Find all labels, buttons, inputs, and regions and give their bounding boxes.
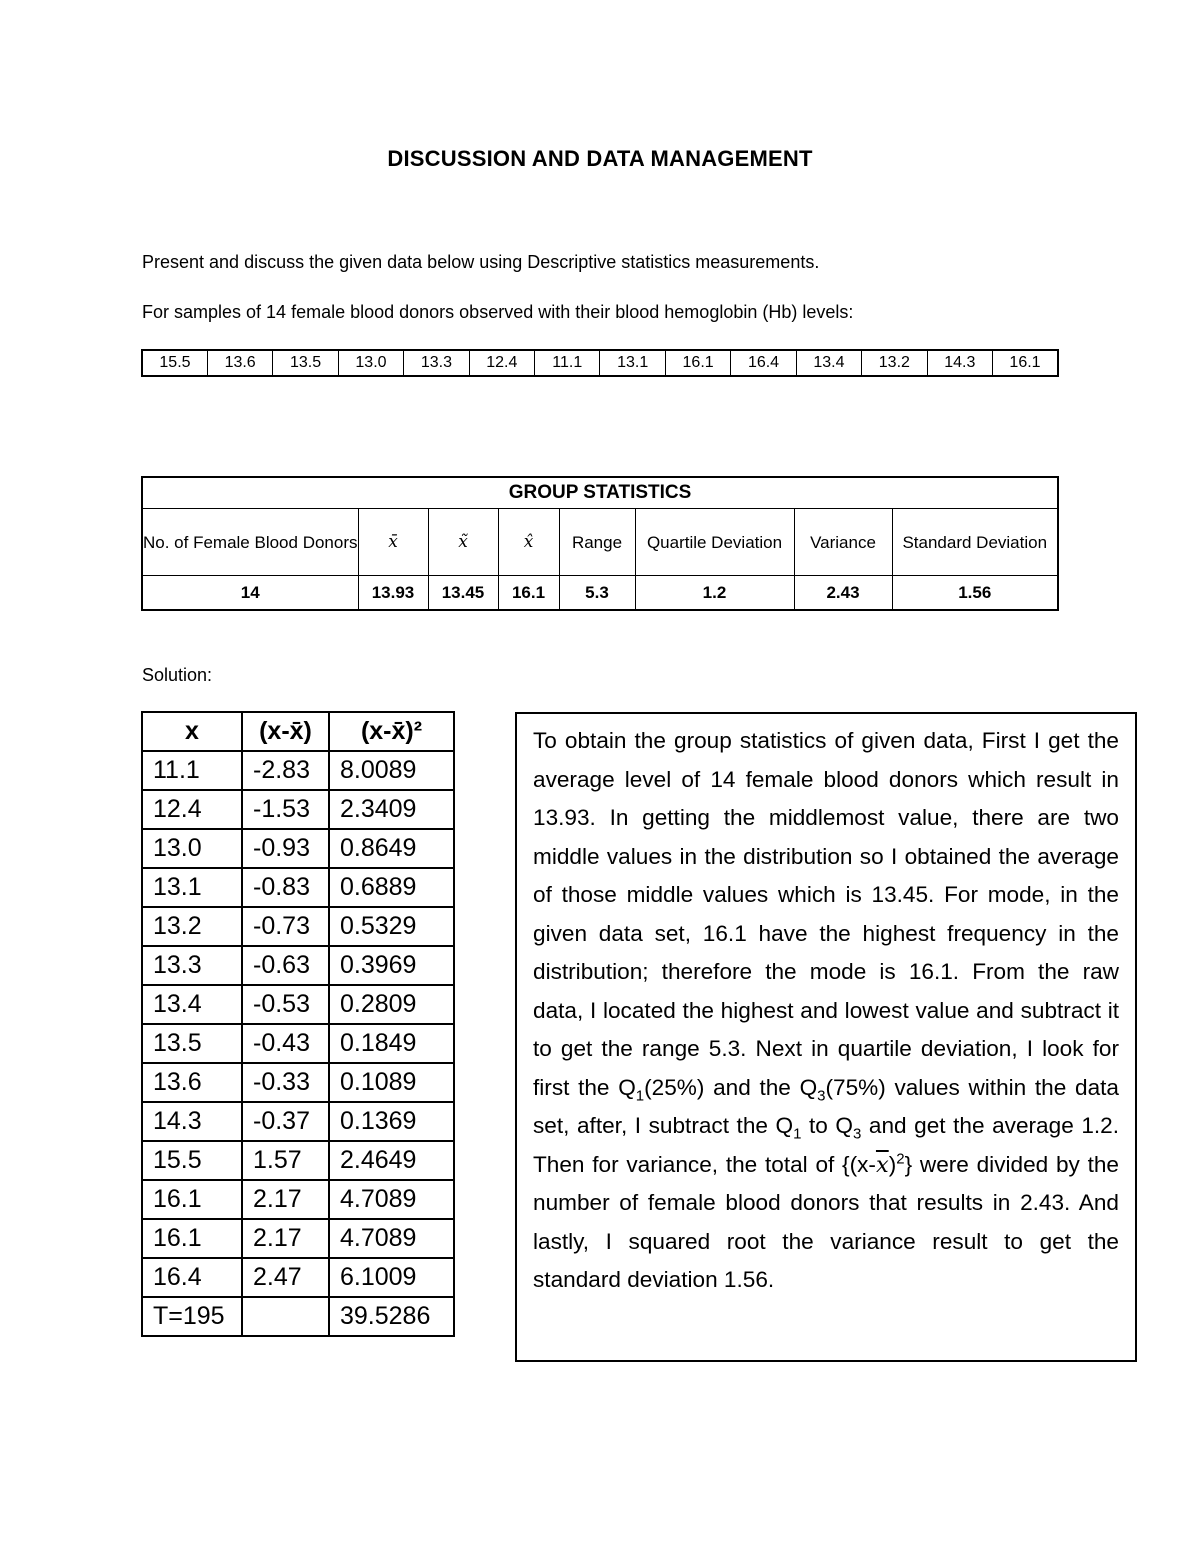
table-row bbox=[142, 1063, 454, 1102]
header-deviation: (x-x̄) bbox=[242, 712, 329, 751]
table-row bbox=[142, 1141, 454, 1180]
x-value-cell: 13.6 bbox=[142, 1063, 242, 1102]
squared-deviation-cell: 0.6889 bbox=[329, 868, 454, 907]
raw-data-cell: 13.6 bbox=[207, 350, 272, 376]
deviation-cell: -0.63 bbox=[242, 946, 329, 985]
x-value-cell: 15.5 bbox=[142, 1141, 242, 1180]
header-quartile-deviation: Quartile Deviation bbox=[635, 509, 794, 576]
explanation-text: } were divided by the number of female blood donors that results in 2.43. And lastly, I squared root the variance result to get the standard deviation 1.56. bbox=[533, 1151, 1119, 1292]
page-title: DISCUSSION AND DATA MANAGEMENT bbox=[387, 146, 813, 171]
value-quartile-deviation: 1.2 bbox=[635, 576, 794, 611]
squared-deviation-cell: 0.5329 bbox=[329, 907, 454, 946]
x-value-cell: 16.1 bbox=[142, 1219, 242, 1258]
q1-subscript: 1 bbox=[793, 1125, 802, 1143]
explanation-text: To obtain the group statistics of given data, First I get the average level of 14 female blood donors which result in 13.93. In getting the middlemost value, there are two middle values in the distribution so I obtained the average of those middle values which is 13.45. For mode, in the given data set, 16.1 have the highest frequency in the distribution; therefore the mode is 16.1. From the raw data, I located the highest and lowest value and subtract it to get the range 5.3. Next in quartile deviation, I look for first the Q bbox=[533, 728, 1119, 1100]
group-statistics-header-row bbox=[142, 509, 1058, 576]
solution-label: Solution: bbox=[142, 665, 213, 685]
deviation-cell: -0.93 bbox=[242, 829, 329, 868]
x-value-cell: T=195 bbox=[142, 1297, 242, 1336]
deviation-cell: -2.83 bbox=[242, 751, 329, 790]
group-statistics-table bbox=[141, 476, 1059, 611]
intro-text: Present and discuss the given data below using Descriptive statistics measurements. bbox=[142, 252, 820, 272]
table-row bbox=[142, 907, 454, 946]
raw-data-cell: 16.1 bbox=[665, 350, 730, 376]
value-mode: 16.1 bbox=[498, 576, 559, 611]
squared-deviation-cell: 6.1009 bbox=[329, 1258, 454, 1297]
x-value-cell: 16.1 bbox=[142, 1180, 242, 1219]
x-value-cell: 11.1 bbox=[142, 751, 242, 790]
x-value-cell: 13.3 bbox=[142, 946, 242, 985]
raw-data-cell: 11.1 bbox=[535, 350, 600, 376]
explanation-text: (75%) values within the data set, after, I subtract the Q bbox=[533, 1074, 1119, 1138]
raw-data-cell: 13.5 bbox=[273, 350, 338, 376]
header-range: Range bbox=[559, 509, 635, 576]
x-bar-symbol: $\overline{x}$ bbox=[875, 1151, 889, 1178]
value-range: 5.3 bbox=[559, 576, 635, 611]
header-x: x bbox=[142, 712, 242, 751]
table-row bbox=[142, 1180, 454, 1219]
x-value-cell: 14.3 bbox=[142, 1102, 242, 1141]
squared-deviation-cell: 0.1369 bbox=[329, 1102, 454, 1141]
value-variance: 2.43 bbox=[794, 576, 892, 611]
raw-data-cell: 13.1 bbox=[600, 350, 665, 376]
q1-subscript: 1 bbox=[635, 1087, 645, 1105]
squared-deviation-cell: 0.8649 bbox=[329, 829, 454, 868]
raw-data-table bbox=[141, 349, 1059, 377]
group-statistics-value-row bbox=[142, 576, 1058, 611]
squared-deviation-cell: 0.3969 bbox=[329, 946, 454, 985]
header-variance: Variance bbox=[794, 509, 892, 576]
raw-data-cell: 16.4 bbox=[731, 350, 796, 376]
explanation-box bbox=[515, 712, 1137, 1362]
squared-deviation-cell: 0.1089 bbox=[329, 1063, 454, 1102]
value-donors: 14 bbox=[142, 576, 358, 611]
raw-data-cell: 13.0 bbox=[338, 350, 403, 376]
raw-data-cell: 13.3 bbox=[404, 350, 469, 376]
explanation-text: (25%) and the Q bbox=[644, 1074, 818, 1100]
raw-data-cell: 12.4 bbox=[469, 350, 534, 376]
deviation-cell: -0.43 bbox=[242, 1024, 329, 1063]
raw-data-cell: 16.1 bbox=[992, 350, 1058, 376]
header-squared-deviation: (x-x̄)² bbox=[329, 712, 454, 751]
x-value-cell: 13.2 bbox=[142, 907, 242, 946]
sample-description: For samples of 14 female blood donors observed with their blood hemoglobin (Hb) levels: bbox=[142, 302, 854, 322]
header-mean: x̄ bbox=[358, 509, 428, 576]
x-value-cell: 13.0 bbox=[142, 829, 242, 868]
squared-deviation-cell: 39.5286 bbox=[329, 1297, 454, 1336]
table-row bbox=[142, 985, 454, 1024]
deviation-cell bbox=[242, 1297, 329, 1336]
x-value-cell: 13.4 bbox=[142, 985, 242, 1024]
squared-deviation-cell: 0.1849 bbox=[329, 1024, 454, 1063]
header-median: x̃ bbox=[428, 509, 498, 576]
value-median: 13.45 bbox=[428, 576, 498, 611]
deviation-cell: -0.73 bbox=[242, 907, 329, 946]
table-row bbox=[142, 1258, 454, 1297]
squared-deviation-cell: 0.2809 bbox=[329, 985, 454, 1024]
table-row bbox=[142, 1024, 454, 1063]
table-row bbox=[142, 1219, 454, 1258]
raw-data-cell: 13.4 bbox=[796, 350, 861, 376]
x-value-cell: 13.1 bbox=[142, 868, 242, 907]
deviation-cell: -1.53 bbox=[242, 790, 329, 829]
raw-data-cell: 15.5 bbox=[142, 350, 207, 376]
solution-table bbox=[141, 711, 455, 1337]
raw-data-row bbox=[142, 350, 1058, 376]
squared-deviation-cell: 8.0089 bbox=[329, 751, 454, 790]
squared-deviation-cell: 4.7089 bbox=[329, 1219, 454, 1258]
deviation-cell: 1.57 bbox=[242, 1141, 329, 1180]
deviation-cell: 2.17 bbox=[242, 1180, 329, 1219]
raw-data-cell: 14.3 bbox=[927, 350, 992, 376]
deviation-cell: 2.17 bbox=[242, 1219, 329, 1258]
value-mean: 13.93 bbox=[358, 576, 428, 611]
explanation-text: ) bbox=[888, 1151, 897, 1177]
deviation-cell: -0.37 bbox=[242, 1102, 329, 1141]
table-row bbox=[142, 1297, 454, 1336]
table-row bbox=[142, 946, 454, 985]
header-standard-deviation: Standard Deviation bbox=[892, 509, 1058, 576]
x-value-cell: 13.5 bbox=[142, 1024, 242, 1063]
q3-subscript: 3 bbox=[817, 1087, 826, 1105]
table-row bbox=[142, 868, 454, 907]
table-row bbox=[142, 1102, 454, 1141]
squared-deviation-cell: 2.4649 bbox=[329, 1141, 454, 1180]
table-row bbox=[142, 751, 454, 790]
x-value-cell: 12.4 bbox=[142, 790, 242, 829]
deviation-cell: -0.33 bbox=[242, 1063, 329, 1102]
deviation-cell: -0.83 bbox=[242, 868, 329, 907]
raw-data-cell: 13.2 bbox=[862, 350, 927, 376]
table-row bbox=[142, 829, 454, 868]
q3-subscript: 3 bbox=[853, 1125, 862, 1143]
deviation-cell: 2.47 bbox=[242, 1258, 329, 1297]
solution-header-row bbox=[142, 712, 454, 751]
header-donors: No. of Female Blood Donors bbox=[142, 509, 358, 576]
squared-deviation-cell: 4.7089 bbox=[329, 1180, 454, 1219]
x-value-cell: 16.4 bbox=[142, 1258, 242, 1297]
explanation-text: and get the average 1.2. Then for variance, the total of {(x- bbox=[533, 1113, 1120, 1177]
squared-deviation-cell: 2.3409 bbox=[329, 790, 454, 829]
group-statistics-title: GROUP STATISTICS bbox=[142, 477, 1058, 509]
value-standard-deviation: 1.56 bbox=[892, 576, 1058, 611]
table-row bbox=[142, 790, 454, 829]
header-mode: x̂ bbox=[498, 509, 559, 576]
explanation-text: to Q bbox=[801, 1113, 853, 1138]
squared-superscript: 2 bbox=[896, 1149, 905, 1167]
deviation-cell: -0.53 bbox=[242, 985, 329, 1024]
